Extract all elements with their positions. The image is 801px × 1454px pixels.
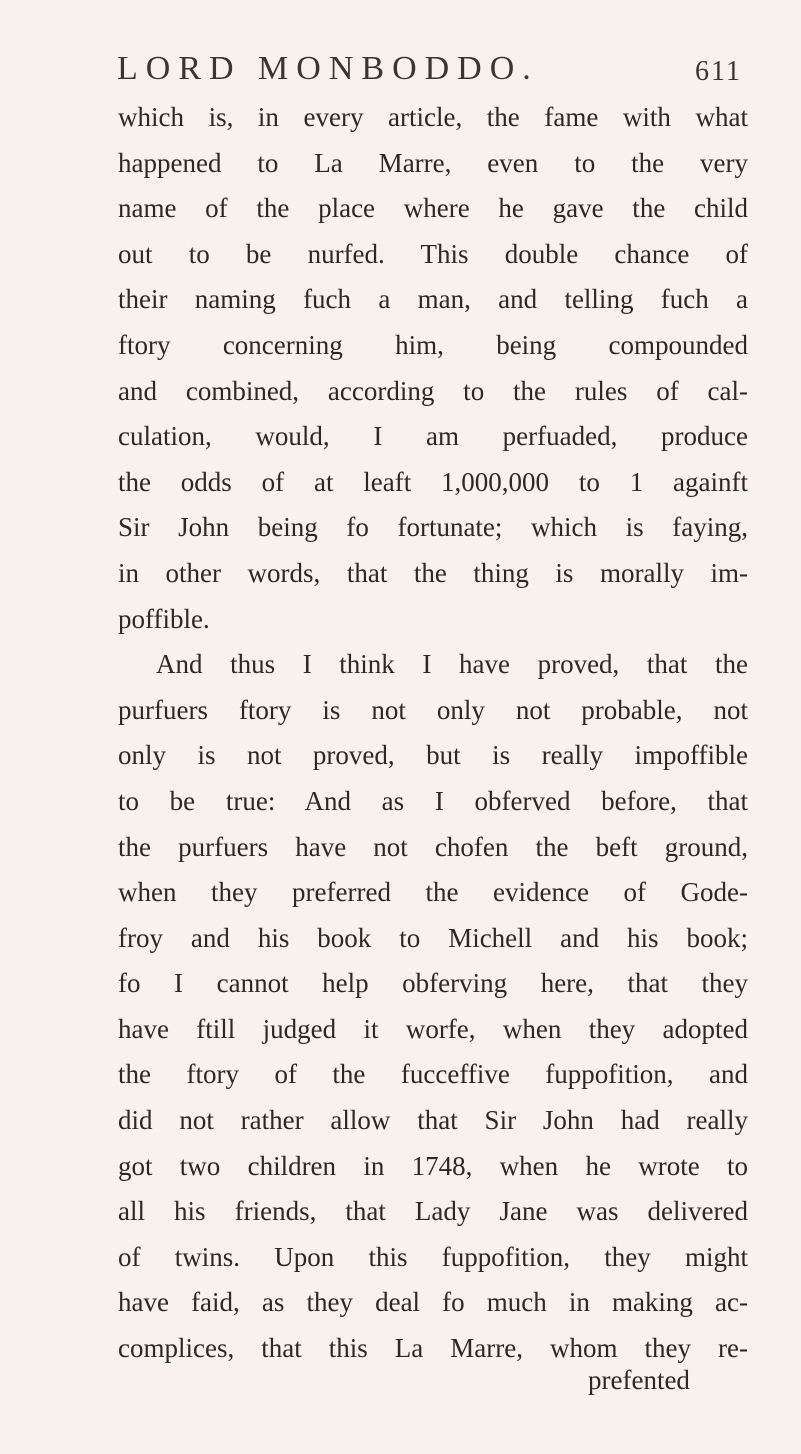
text-line: ftory concerning him, being compounded	[118, 329, 748, 360]
text-line: purfuers ftory is not only not probable, not	[118, 694, 748, 725]
text-line: in other words, that the thing is morally im-	[118, 557, 748, 588]
page-header	[117, 42, 742, 92]
text-line: when they preferred the evidence of Gode-	[118, 877, 748, 908]
text-line: have faid, as they deal fo much in making ac-	[118, 1287, 748, 1318]
text-line: complices, that this La Marre, whom they re-	[118, 1333, 748, 1364]
text-line: the ftory of the fucceffive fuppofition, and	[118, 1059, 748, 1090]
paragraph-start-line: And thus I think I have proved, that the	[156, 649, 748, 680]
body-text	[118, 95, 748, 1372]
text-line: Sir John being fo fortunate; which is faying,	[118, 512, 748, 543]
text-line: which is, in every article, the fame with what	[118, 102, 748, 132]
text-line: only is not proved, but is really impoffible	[118, 740, 748, 771]
text-line: the odds of at leaft 1,000,000 to 1 againft	[118, 466, 748, 497]
text-line: name of the place where he gave the child	[118, 193, 748, 224]
text-line: have ftill judged it worfe, when they adopted	[118, 1013, 748, 1044]
text-line: to be true: And as I obferved before, that	[118, 785, 748, 816]
text-line: of twins. Upon this fuppofition, they might	[118, 1241, 748, 1272]
text-line: all his friends, that Lady Jane was delivered	[118, 1196, 748, 1227]
text-line: culation, would, I am perfuaded, produce	[118, 421, 748, 452]
page-number: 611	[695, 56, 742, 87]
text-line: did not rather allow that Sir John had really	[118, 1105, 748, 1136]
running-head: LORD MONBODDO.	[117, 50, 539, 87]
text-line: their naming fuch a man, and telling fuch a	[118, 284, 748, 315]
text-line: fo I cannot help obferving here, that they	[118, 968, 748, 999]
text-line: poffible.	[118, 603, 210, 634]
text-line: out to be nurfed. This double chance of	[118, 238, 748, 269]
catchword: prefented	[588, 1365, 690, 1395]
text-line: and combined, according to the rules of cal-	[118, 375, 748, 406]
text-line: got two children in 1748, when he wrote to	[118, 1150, 748, 1181]
text-line: happened to La Marre, even to the very	[118, 147, 748, 178]
text-line: the purfuers have not chofen the beft ground,	[118, 831, 748, 862]
text-line: froy and his book to Michell and his book;	[118, 922, 748, 953]
